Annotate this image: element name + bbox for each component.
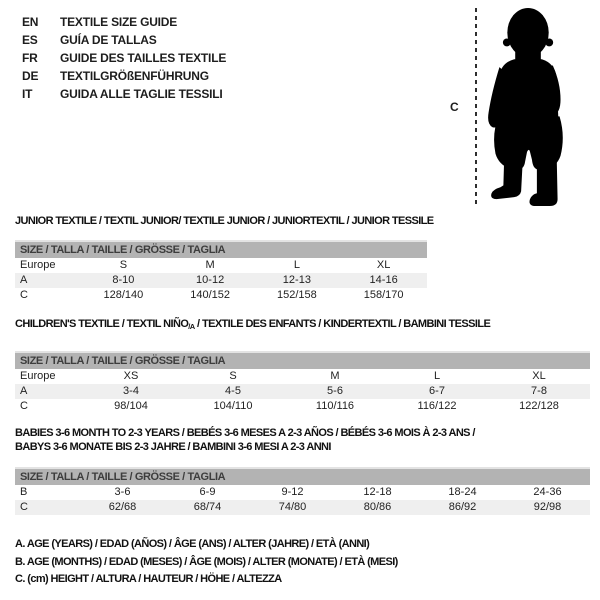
table-cell: 9-12	[281, 486, 304, 498]
table-cell: 3-6	[114, 486, 131, 498]
table-cell: 7-8	[531, 385, 547, 397]
table-cell: 128/140	[103, 289, 144, 301]
table-cell: M	[205, 259, 215, 271]
table-cell: 92/98	[533, 501, 562, 513]
section-title: CHILDREN'S TEXTILE / TEXTIL $NIÑO_{/A}$ / TEXTILE DES ENFANTS / KINDERTEXTIL / BAMBINI TESSILE	[15, 318, 491, 331]
table-cell: 86/92	[448, 501, 477, 513]
size-table-header: SIZE / TALLA / TAILLE / GRÖSSE / TAGLIA	[15, 240, 427, 258]
table-cell: 122/128	[519, 400, 559, 412]
language-code: DE	[22, 69, 39, 83]
toddler-silhouette	[482, 6, 577, 208]
table-cell: S	[229, 370, 237, 382]
table-cell: 8-10	[112, 274, 135, 286]
language-row-en	[22, 13, 226, 31]
height-measure-dashed-line	[475, 8, 477, 208]
section-junior-textile	[15, 214, 434, 303]
table-cell: XS	[123, 370, 139, 382]
row-label: A	[20, 274, 28, 286]
language-code: EN	[22, 15, 39, 29]
table-cell: 74/80	[278, 501, 307, 513]
row-label: C	[20, 289, 28, 301]
language-label: GUIDE DES TAILLES TEXTILE	[60, 51, 227, 65]
table-cell: 12-18	[363, 486, 392, 498]
language-label: GUIDA ALLE TAGLIE TESSILI	[60, 87, 223, 101]
table-cell: 18-24	[448, 486, 477, 498]
language-row-es	[22, 31, 226, 49]
language-row-fr	[22, 49, 226, 67]
table-row	[15, 288, 427, 303]
table-cell: L	[433, 370, 441, 382]
language-code: IT	[22, 87, 33, 101]
size-table-header: SIZE / TALLA / TAILLE / GRÖSSE / TAGLIA	[15, 467, 590, 485]
row-label: B	[20, 486, 28, 498]
table-cell: M	[330, 370, 340, 382]
table-cell: 12-13	[282, 274, 311, 286]
size-table-junior	[15, 240, 427, 303]
table-cell: 110/116	[315, 400, 355, 412]
table-cell: 140/152	[190, 289, 230, 301]
row-label: A	[20, 385, 28, 397]
height-label-c: C	[450, 100, 459, 114]
footnote-age-months: B. AGE (MONTHS) / EDAD (MESES) / ÂGE (MOIS) / ALTER (MONATE) / ETÀ (MESI)	[15, 555, 398, 568]
table-cell: 14-16	[369, 274, 398, 286]
table-cell: 62/68	[108, 501, 137, 513]
language-label: TEXTILE SIZE GUIDE	[60, 15, 178, 29]
table-cell: 24-36	[533, 486, 562, 498]
row-label: Europe	[20, 370, 56, 382]
section-babies-textile	[15, 426, 590, 515]
legend-footnotes	[15, 536, 398, 589]
table-row	[15, 485, 590, 500]
table-row	[15, 369, 590, 384]
table-cell: 3-4	[123, 385, 139, 397]
table-cell: 158/170	[363, 289, 404, 301]
footnote-age-years: A. AGE (YEARS) / EDAD (AÑOS) / ÂGE (ANS) / ALTER (JAHRE) / ETÀ (ANNI)	[15, 538, 370, 550]
size-table-header: SIZE / TALLA / TAILLE / GRÖSSE / TAGLIA	[15, 351, 590, 369]
table-row	[15, 399, 590, 414]
language-label: TEXTILGRÖßENFÜHRUNG	[60, 69, 209, 83]
table-cell: 5-6	[327, 385, 343, 397]
language-row-de	[22, 67, 226, 85]
table-cell: 6-9	[199, 486, 216, 498]
row-label: C	[20, 400, 28, 412]
language-list	[22, 13, 226, 103]
table-cell: L	[293, 259, 300, 271]
table-row	[15, 258, 427, 273]
language-label: GUÍA DE TALLAS	[60, 33, 157, 47]
table-cell: 68/74	[193, 501, 222, 513]
section-title: BABIES 3-6 MONTH TO 2-3 YEARS / BEBÉS 3-6 MESES A 2-3 AÑOS / BÉBÉS 3-6 MOIS À 2-3 ANS / BABYS 3-6 MONATE BIS 2-3 JAHRE / BAMBINI 3-6 MESI A 2-3 ANNI	[15, 427, 475, 453]
table-cell: 4-5	[225, 385, 241, 397]
size-table-children	[15, 351, 590, 414]
row-label: Europe	[20, 259, 56, 271]
table-cell: 116/122	[417, 400, 457, 412]
size-table-babies	[15, 467, 590, 515]
language-row-it	[22, 85, 226, 103]
table-cell: 104/110	[213, 400, 253, 412]
table-cell: 152/158	[276, 289, 317, 301]
table-cell: 6-7	[429, 385, 445, 397]
table-cell: XL	[376, 259, 391, 271]
table-cell: 10-12	[196, 274, 225, 286]
language-code: FR	[22, 51, 38, 65]
table-row	[15, 500, 590, 515]
table-cell: XL	[532, 370, 546, 382]
language-code: ES	[22, 33, 38, 47]
table-row	[15, 384, 590, 399]
section-title: JUNIOR TEXTILE / TEXTIL JUNIOR/ TEXTILE JUNIOR / JUNIORTEXTIL / JUNIOR TESSILE	[15, 215, 434, 227]
footnote-height-cm: C. (cm) HEIGHT / ALTURA / HAUTEUR / HÖHE / ALTEZZA	[15, 573, 282, 585]
section-children-textile	[15, 317, 590, 414]
table-cell: 98/104	[114, 400, 148, 412]
table-cell: S	[119, 259, 128, 271]
table-row	[15, 273, 427, 288]
row-label: C	[20, 501, 28, 513]
table-cell: 80/86	[363, 501, 392, 513]
